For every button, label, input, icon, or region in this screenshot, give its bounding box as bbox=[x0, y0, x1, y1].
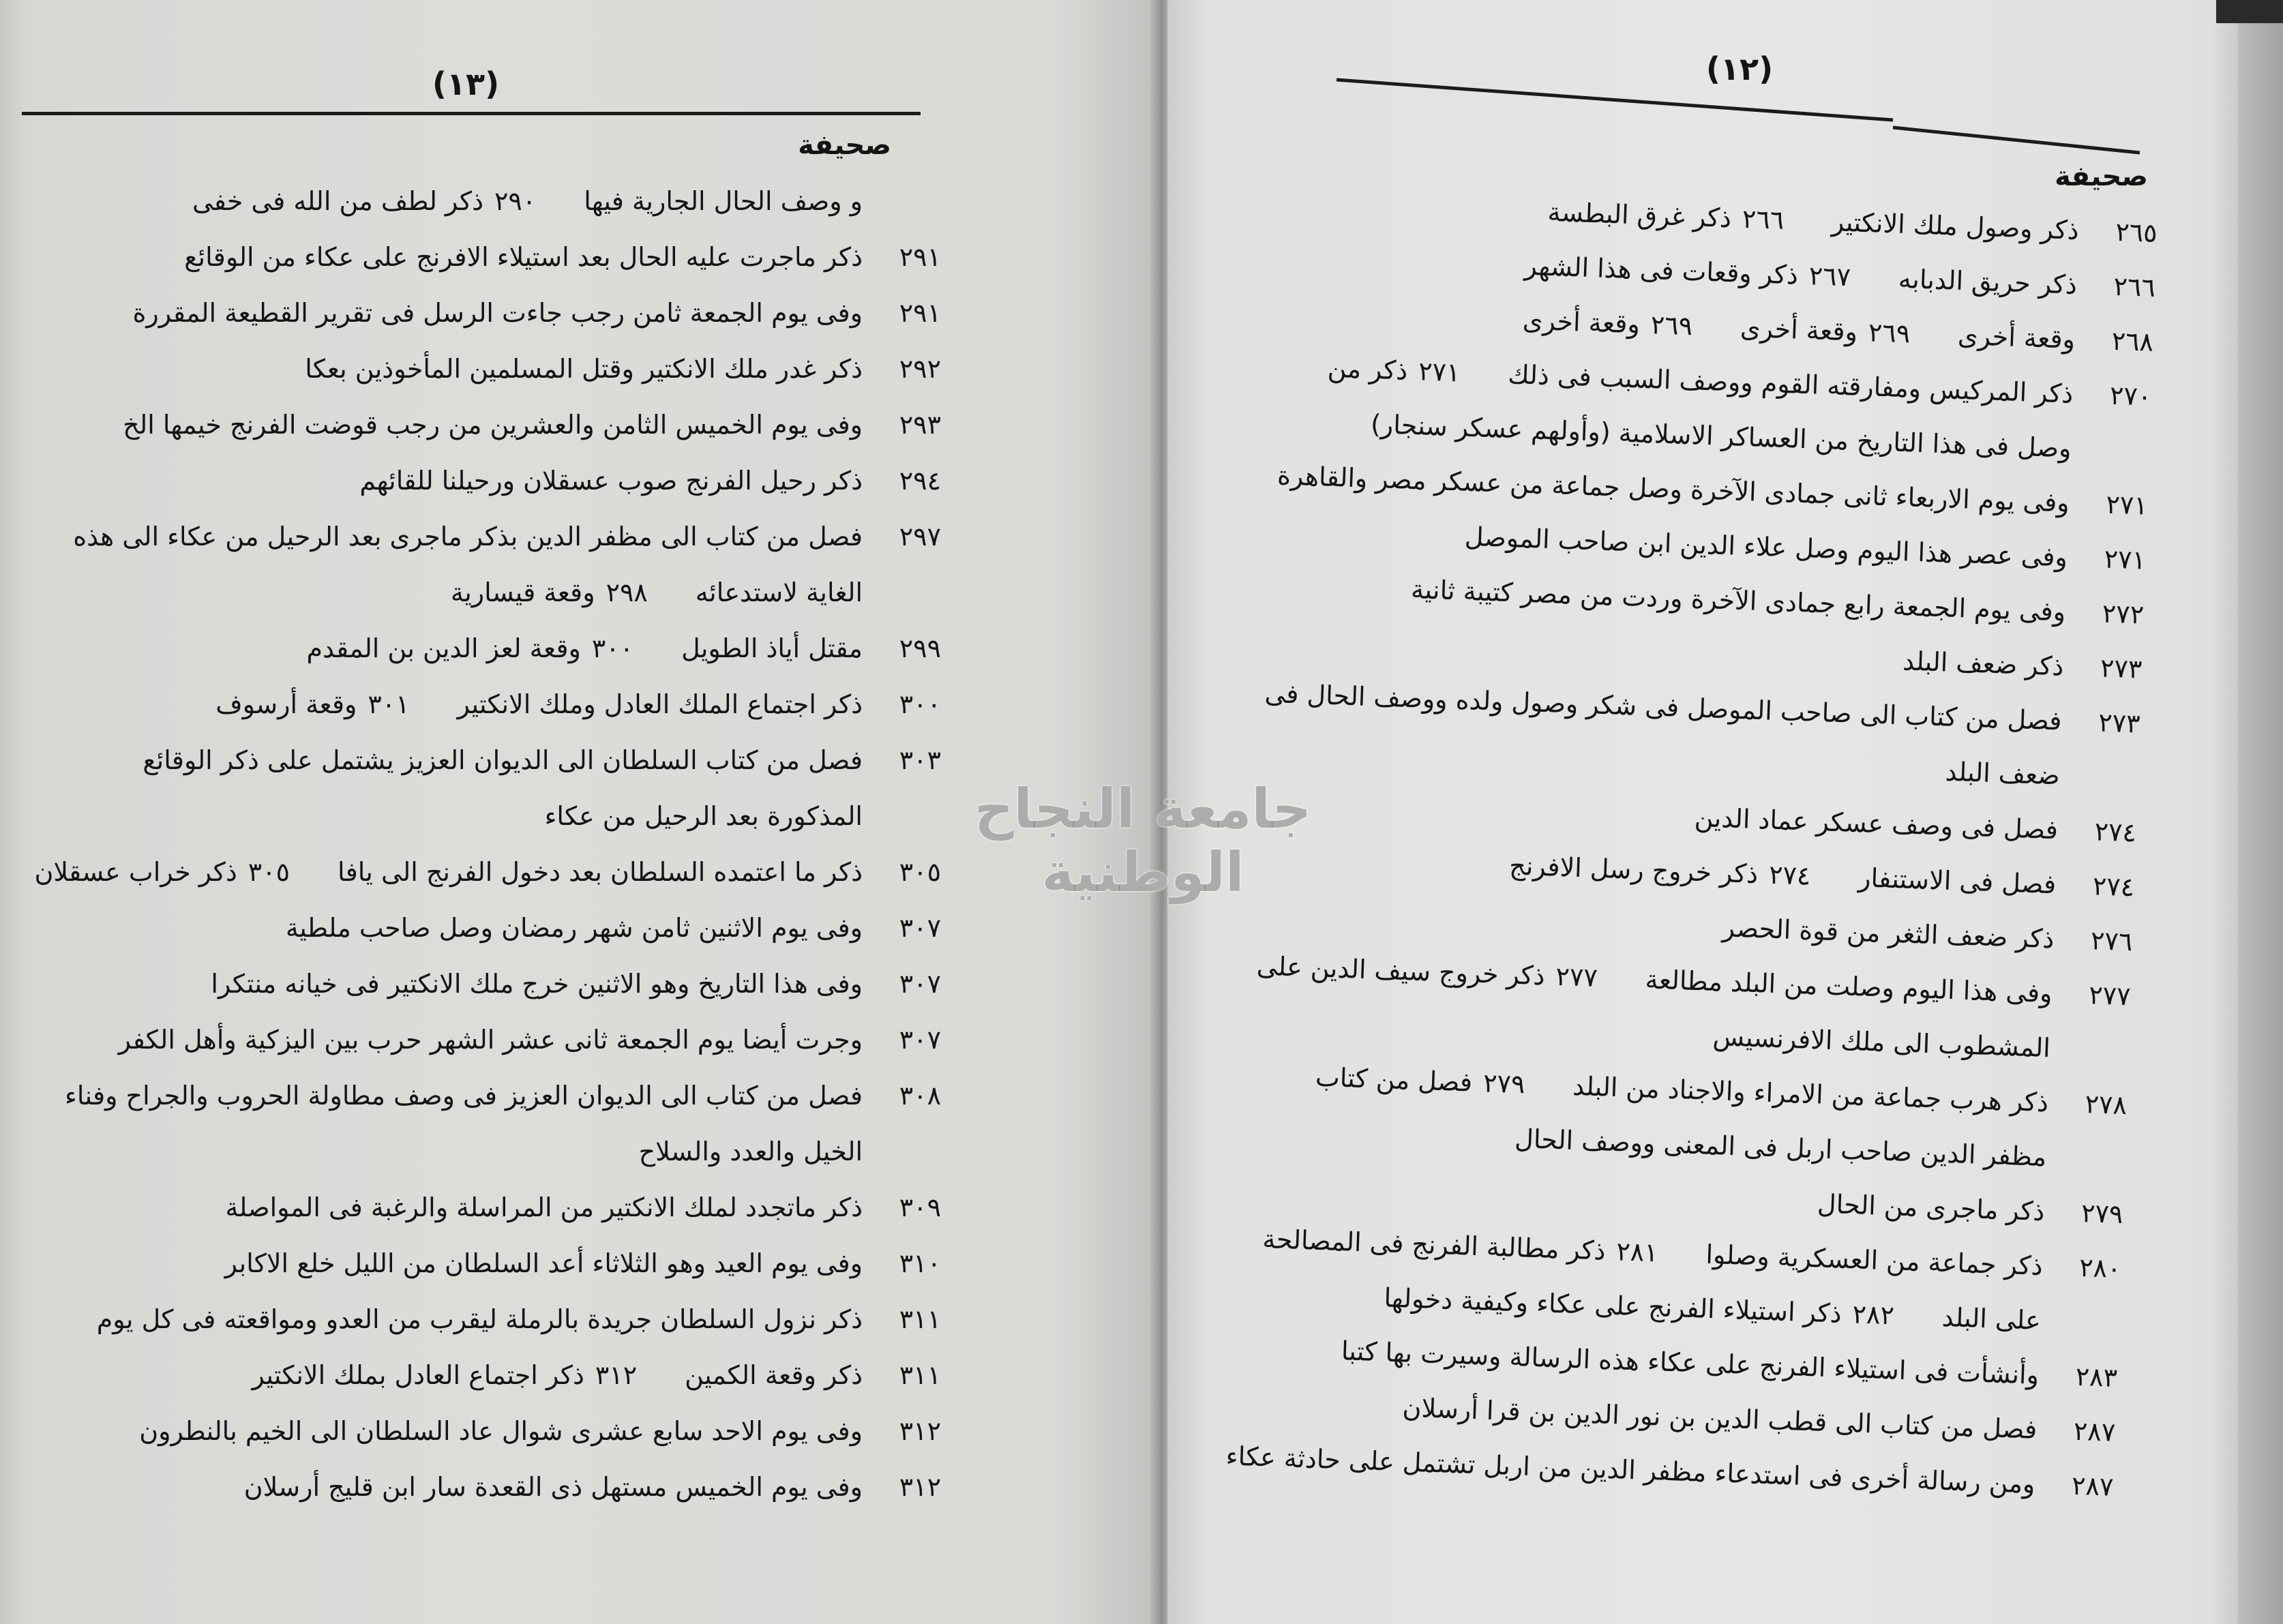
entry-page-number bbox=[2050, 1057, 2128, 1059]
column-heading: صحيفة bbox=[798, 130, 891, 161]
entry-page-number bbox=[2071, 457, 2149, 460]
entry-title: ضعف البلد bbox=[1944, 756, 2061, 791]
entry-title: ذكر ضعف البلد bbox=[1902, 646, 2065, 682]
entry-title: وفى يوم الاحد سابع عشرى شوال عاد السلطان الى الخيم بالنطرون bbox=[139, 1416, 863, 1446]
entry-page-number: ٢٧٤ bbox=[2092, 871, 2135, 903]
index-line bbox=[14, 1124, 941, 1179]
entry-page-number bbox=[2059, 784, 2138, 787]
entry-title: وفى هذا التاريخ وهو الاثنين خرج ملك الانكتير فى خيانه منتكرا bbox=[211, 969, 863, 999]
entry-page-number: ٢٨١ bbox=[1615, 1236, 1659, 1268]
entry-page-number: ٢٧١ bbox=[1418, 356, 1461, 388]
index-line bbox=[14, 1012, 941, 1068]
entry-page-number: ٣٠٥ bbox=[899, 857, 941, 887]
entry-page-number: ٢٦٦ bbox=[2113, 271, 2156, 303]
entry-title: ذكر ماجرى من الحال bbox=[1817, 1188, 2046, 1227]
entry-page-number: ٢٧٣ bbox=[2098, 707, 2141, 739]
entry-title: ذكر اجتماع الملك العادل وملك الانكتير bbox=[457, 689, 863, 719]
page-number: (١٣) bbox=[432, 65, 500, 102]
entry-page-number: ٢٩٣ bbox=[899, 410, 941, 440]
entry-title: فصل فى الاستنفار bbox=[1857, 862, 2057, 900]
index-entries bbox=[1225, 177, 2158, 1514]
index-line bbox=[14, 1291, 941, 1347]
entry-page-number: ٢٩٩ bbox=[899, 633, 941, 663]
entry-page-number: ٢٩٤ bbox=[899, 466, 941, 496]
index-line bbox=[14, 1068, 941, 1124]
entry-page-number: ٢٦٨ bbox=[2111, 325, 2154, 357]
index-line bbox=[14, 620, 941, 676]
entry-title: ذكر لطف من الله فى خفى bbox=[192, 186, 484, 216]
entry-title: على البلد bbox=[1941, 1302, 2042, 1336]
index-line bbox=[14, 676, 941, 732]
entry-title: ذكر من bbox=[1327, 352, 1408, 386]
entry-page-number: ٣٠٥ bbox=[248, 857, 290, 887]
index-line bbox=[14, 565, 941, 620]
entry-title: وفى هذا اليوم وصلت من البلد مطالعة bbox=[1644, 964, 2053, 1009]
index-entries bbox=[14, 173, 941, 1515]
entry-title: ذكر وصول ملك الانكتير bbox=[1831, 207, 2080, 245]
entry-title: ذكر غرق البطسة bbox=[1547, 196, 1732, 234]
entry-page-number: ٢٩٢ bbox=[899, 354, 941, 384]
entry-title: وقعة أخرى bbox=[1957, 320, 2076, 355]
entry-title: وقعة لعز الدين بن المقدم bbox=[306, 633, 581, 663]
entry-title: وصل فى هذا التاريخ من العساكر الاسلامية (وأولهم عسكر سنجار) bbox=[1370, 408, 2072, 464]
entry-title: وفى يوم الاربعاء ثانى جمادى الآخرة وصل جماعة من عسكر مصر والقاهرة bbox=[1277, 460, 2070, 518]
entry-title: وفى يوم الجمعة رابع جمادى الآخرة وردت من مصر كتيبة ثانية bbox=[1410, 574, 2066, 627]
entry-page-number: ٢٧٦ bbox=[2090, 925, 2134, 957]
index-line bbox=[14, 509, 941, 565]
entry-title: ذكر اجتماع العادل بملك الانكتير bbox=[252, 1360, 584, 1390]
entry-page-number: ٢٧٧ bbox=[2088, 980, 2132, 1012]
entry-page-number: ٣٠٧ bbox=[899, 1025, 941, 1055]
entry-title: وفى يوم الاثنين ثامن شهر رمضان وصل صاحب ملطية bbox=[285, 913, 863, 943]
entry-title: ذكر وقعة الكمين bbox=[685, 1360, 863, 1390]
index-line bbox=[14, 956, 941, 1012]
entry-page-number: ٣٠٣ bbox=[899, 745, 941, 775]
entry-title: الخيل والعدد والسلاح bbox=[638, 1137, 863, 1167]
entry-title: ذكر ما اعتمده السلطان بعد دخول الفرنج الى يافا bbox=[338, 857, 863, 887]
entry-title: وفى يوم العيد وهو الثلاثاء أعد السلطان من الليل خلع الاكابر bbox=[224, 1248, 863, 1278]
entry-page-number: ٢٦٩ bbox=[1868, 317, 1911, 349]
header-rule-segment bbox=[1893, 127, 2140, 153]
entry-title: ذكر رحيل الفرنج صوب عسقلان ورحيلنا للقائهم bbox=[359, 466, 863, 496]
entry-page-number: ٣٠٩ bbox=[899, 1192, 941, 1222]
entry-page-number: ٢٦٧ bbox=[1808, 260, 1851, 292]
entry-title: ذكر وقعات فى هذا الشهر bbox=[1523, 250, 1799, 290]
entry-page-number: ٢٧١ bbox=[2105, 489, 2149, 521]
entry-page-number: ٣٠٧ bbox=[899, 913, 941, 943]
entry-title: ذكر استيلاء الفرنج على عكاء وكيفية دخولها bbox=[1383, 1282, 1842, 1329]
entry-title: فصل من كتاب bbox=[1315, 1062, 1473, 1098]
entry-title: ذكر نزول السلطان جريدة بالرملة ليقرب من العدو ومواقعته فى كل يوم bbox=[96, 1304, 863, 1334]
entry-page-number: ٣١٢ bbox=[899, 1416, 941, 1446]
entry-title: ذكر هرب جماعة من الامراء والاجناد من البلد bbox=[1572, 1070, 2049, 1118]
entry-page-number: ٢٧٢ bbox=[2102, 598, 2145, 630]
entry-page-number: ٣٠٠ bbox=[899, 689, 941, 719]
entry-title: وفى يوم الجمعة ثامن رجب جاءت الرسل فى تقرير القطيعة المقررة bbox=[132, 298, 863, 328]
entry-page-number: ٢٧٤ bbox=[1768, 859, 1812, 891]
entry-page-number: ٣٠٨ bbox=[899, 1081, 941, 1111]
index-line bbox=[14, 1347, 941, 1403]
entry-title: المشطوب الى ملك الافرنسيس bbox=[1712, 1021, 2051, 1064]
column-heading: صحيفة bbox=[2055, 161, 2148, 192]
entry-title: و وصف الحال الجارية فيها bbox=[584, 186, 863, 216]
entry-title: فصل فى وصف عسكر عماد الدين bbox=[1694, 802, 2059, 845]
entry-title: وفى يوم الخميس مستهل ذى القعدة سار ابن قليج أرسلان bbox=[243, 1472, 863, 1502]
entry-page-number bbox=[2040, 1329, 2119, 1332]
background-corner bbox=[2216, 0, 2283, 23]
entry-title: وقعة أخرى bbox=[1740, 312, 1858, 347]
entry-page-number: ٢٩٨ bbox=[606, 577, 648, 607]
entry-page-number: ٢٧٧ bbox=[1555, 961, 1598, 993]
index-line bbox=[14, 900, 941, 956]
entry-page-number: ٢٨٣ bbox=[2075, 1361, 2118, 1393]
entry-page-number: ٢٩١ bbox=[899, 242, 941, 272]
entry-page-number: ٢٨٢ bbox=[1851, 1299, 1895, 1331]
index-line bbox=[14, 173, 941, 229]
book-edge bbox=[2238, 0, 2283, 1624]
entry-page-number: ٣١٢ bbox=[899, 1472, 941, 1502]
entry-page-number: ٢٧٠ bbox=[2109, 380, 2152, 412]
index-line bbox=[14, 1403, 941, 1459]
entry-title: ذكر ماتجدد لملك الانكتير من المراسلة والرغبة فى المواصلة bbox=[225, 1192, 863, 1222]
entry-title: وأنشأت فى استيلاء الفرنج على عكاء هذه الرسالة وسيرت بها كتبا bbox=[1341, 1336, 2040, 1390]
page-number: (١٢) bbox=[1705, 50, 1774, 87]
entry-title: ذكر غدر ملك الانكتير وقتل المسلمين المأخوذين بعكا bbox=[305, 354, 863, 384]
entry-title: مقتل أياذ الطويل bbox=[681, 633, 863, 663]
entry-page-number: ٢٩٧ bbox=[899, 522, 941, 552]
index-line bbox=[14, 341, 941, 397]
entry-title: ذكر ماجرت عليه الحال بعد استيلاء الافرنج على عكاء من الوقائع bbox=[184, 242, 863, 272]
index-line bbox=[14, 285, 941, 341]
entry-page-number: ٢٩١ bbox=[899, 298, 941, 328]
entry-page-number: ٢٦٦ bbox=[1742, 203, 1785, 235]
entry-page-number: ٢٧٩ bbox=[2080, 1197, 2124, 1230]
entry-page-number: ٢٨٧ bbox=[2073, 1415, 2116, 1447]
entry-page-number: ٢٨٧ bbox=[2071, 1470, 2115, 1502]
entry-title: فصل من كتاب الى قطب الدين بن نور الدين بن قرا أرسلان bbox=[1401, 1392, 2038, 1445]
entry-title: وقعة قيسارية bbox=[450, 577, 595, 607]
entry-title: ومن رسالة أخرى فى استدعاء مظفر الدين من اربل تشتمل على حادثة عكاء bbox=[1225, 1441, 2036, 1499]
entry-title: ذكر خراب عسقلان bbox=[34, 857, 237, 887]
entry-page-number bbox=[2046, 1166, 2125, 1169]
entry-page-number: ٣١١ bbox=[899, 1304, 941, 1334]
index-line bbox=[14, 1235, 941, 1291]
entry-title: وفى عصر هذا اليوم وصل علاء الدين ابن صاحب الموصل bbox=[1464, 521, 2068, 573]
entry-title: ذكر ضعف الثغر من قوة الحصر bbox=[1722, 912, 2055, 954]
entry-page-number: ٢٦٥ bbox=[2115, 216, 2158, 248]
entry-page-number: ٣٠١ bbox=[368, 689, 410, 719]
entry-title: وقعة أرسوف bbox=[215, 689, 357, 719]
entry-page-number: ٢٧٩ bbox=[1482, 1068, 1526, 1100]
entry-title: ذكر مطالبة الفرنج فى المصالحة bbox=[1262, 1224, 1607, 1266]
entry-title: الغاية لاستدعائه bbox=[695, 577, 863, 607]
entry-title: ذكر خروج رسل الافرنج bbox=[1508, 850, 1759, 890]
index-line bbox=[14, 453, 941, 509]
entry-title: ذكر جماعة من العسكرية وصلوا bbox=[1705, 1239, 2044, 1282]
entry-page-number: ٢٧١ bbox=[2103, 543, 2147, 575]
index-line bbox=[14, 1459, 941, 1515]
entry-page-number: ٢٦٩ bbox=[1650, 310, 1693, 342]
watermark: جامعة النجاح الوطنية bbox=[974, 777, 1312, 904]
header-rule bbox=[22, 112, 921, 115]
index-line bbox=[14, 788, 941, 844]
entry-title: فصل من كتاب الى صاحب الموصل فى شكر وصول ولده ووصف الحال فى bbox=[1264, 678, 2063, 736]
entry-title: المذكورة بعد الرحيل من عكاء bbox=[544, 801, 863, 831]
index-line bbox=[14, 229, 941, 285]
entry-page-number: ٢٨٠ bbox=[2078, 1252, 2122, 1284]
entry-title: ذكر حريق الدبابه bbox=[1898, 263, 2078, 300]
entry-title: ذكر المركيس ومفارقته القوم ووصف السبب فى ذلك bbox=[1507, 359, 2074, 409]
index-line bbox=[14, 844, 941, 900]
entry-title: مظفر الدين صاحب اربل فى المعنى ووصف الحال bbox=[1514, 1123, 2047, 1173]
entry-page-number: ٣١٠ bbox=[899, 1248, 941, 1278]
index-line bbox=[14, 397, 941, 453]
entry-page-number: ٣١٢ bbox=[595, 1360, 638, 1390]
entry-title: ذكر خروج سيف الدين على bbox=[1256, 950, 1546, 991]
entry-title: وقعة أخرى bbox=[1522, 305, 1641, 340]
entry-page-number: ٣١١ bbox=[899, 1360, 941, 1390]
entry-page-number: ٢٧٣ bbox=[2100, 652, 2143, 685]
entry-title: وجرت أيضا يوم الجمعة ثانى عشر الشهر حرب بين اليزكية وأهل الكفر bbox=[118, 1025, 863, 1055]
header-rule-segment bbox=[1337, 80, 1893, 120]
entry-title: فصل من كتاب الى الديوان العزيز فى وصف مطاولة الحروب والجراح وفناء bbox=[65, 1081, 863, 1111]
entry-page-number: ٢٩٠ bbox=[494, 186, 537, 216]
entry-page-number: ٣٠٧ bbox=[899, 969, 941, 999]
entry-page-number: ٢٧٤ bbox=[2093, 816, 2137, 848]
entry-page-number: ٣٠٠ bbox=[591, 633, 634, 663]
index-line bbox=[14, 732, 941, 788]
entry-title: وفى يوم الخميس الثامن والعشرين من رجب قوضت الفرنج خيمها الخ bbox=[123, 410, 863, 440]
entry-title: فصل من كتاب السلطان الى الديوان العزيز يشتمل على ذكر الوقائع bbox=[143, 745, 863, 775]
index-line bbox=[14, 1179, 941, 1235]
entry-page-number: ٢٧٨ bbox=[2084, 1089, 2128, 1121]
entry-title: فصل من كتاب الى مظفر الدين بذكر ماجرى بعد الرحيل من عكاء الى هذه bbox=[73, 522, 863, 552]
